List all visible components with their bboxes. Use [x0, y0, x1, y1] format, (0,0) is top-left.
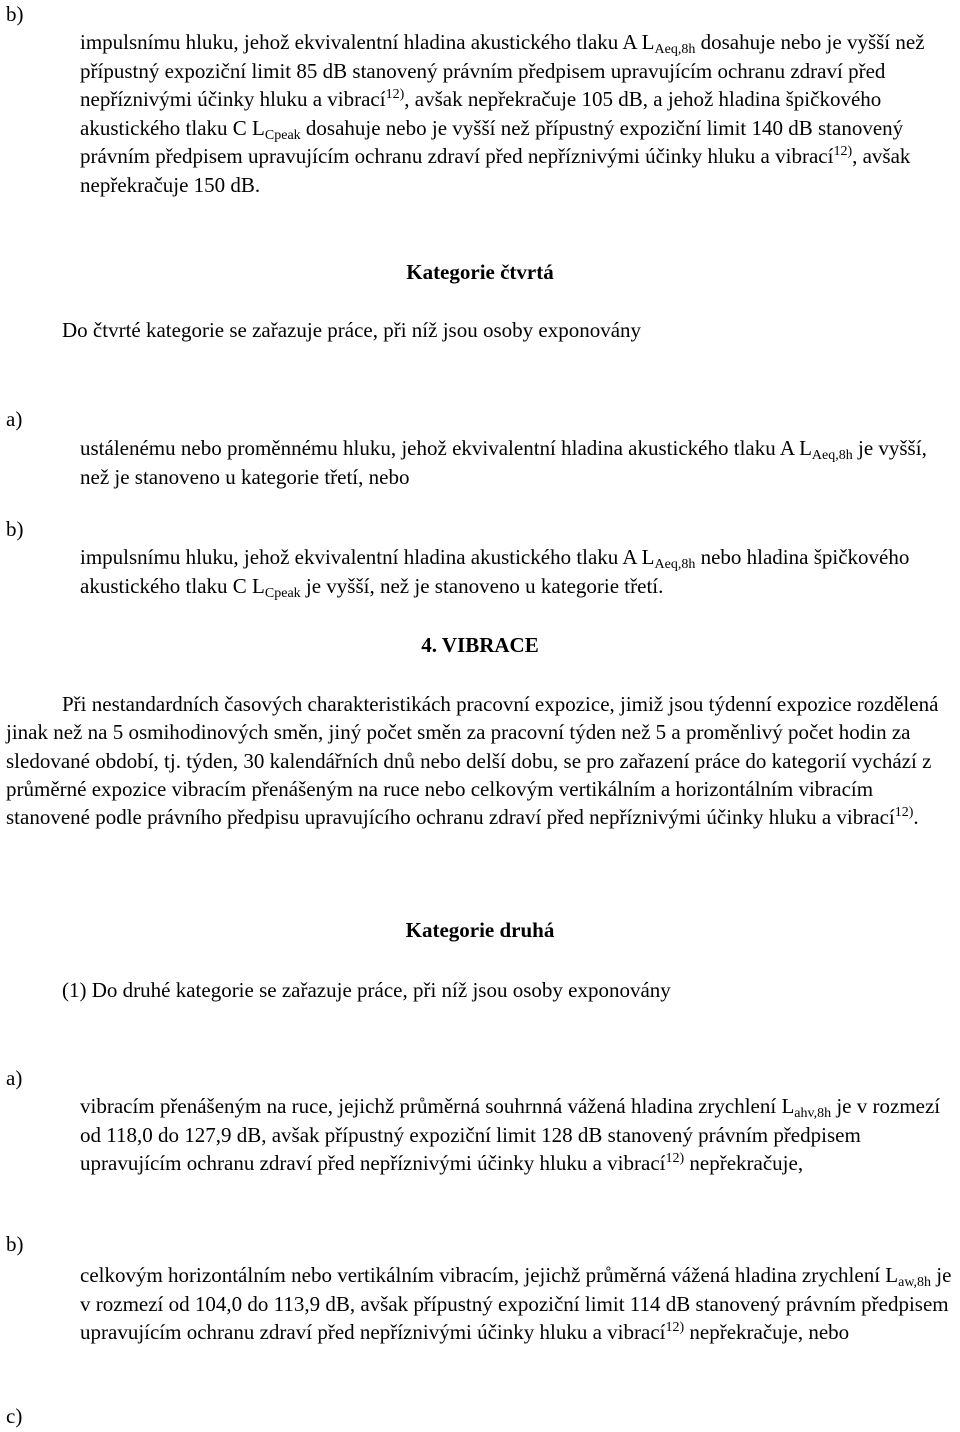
- text: nepřekračuje, nebo: [684, 1320, 850, 1344]
- list-marker-b-druha: b): [6, 1232, 24, 1256]
- list-marker-a: a): [6, 407, 23, 431]
- subscript: Cpeak: [264, 585, 301, 601]
- text: nebo hladina špičkového akustického tlaku C L: [80, 545, 910, 598]
- heading-vibrace: 4. VIBRACE: [421, 633, 539, 657]
- text: impulsnímu hluku, jehož ekvivalentní hladina akustického tlaku A L: [80, 545, 655, 569]
- list-marker-a-druha: a): [6, 1066, 23, 1090]
- subscript: Aeq,8h: [654, 557, 696, 572]
- text: ustálenému nebo proměnnému hluku, jehož ekvivalentní hladina akustického tlaku A L: [80, 436, 812, 460]
- footnote-ref: 12): [385, 87, 405, 102]
- subscript: Aeq,8h: [654, 42, 696, 57]
- paragraph-vibrace: [6, 690, 952, 831]
- list-item-b-druha: [80, 1261, 956, 1347]
- text: impulsnímu hluku, jehož ekvivalentní hladina akustického tlaku A L: [80, 30, 655, 54]
- footnote-ref: 12): [894, 805, 914, 821]
- text: je v rozmezí od 118,0 do 127,9 dB, avšak přípustný expoziční limit 128 dB stanovený právním předpisem upravujícím ochranu zdraví před nepříznivými účinky hluku a vibrací: [80, 1094, 941, 1175]
- text: je v rozmezí od 104,0 do 113,9 dB, avšak přípustný expoziční limit 114 dB stanovený právním předpisem upravujícím ochranu zdraví před nepříznivými účinky hluku a vibrací: [80, 1263, 952, 1344]
- list-item-a-druha: [80, 1092, 956, 1178]
- intro-kategorie-ctvrta: Do čtvrté kategorie se zařazuje práce, při níž jsou osoby exponovány: [62, 318, 642, 342]
- list-marker-c-druha: c): [6, 1404, 23, 1428]
- text: vibracím přenášeným na ruce, jejichž průměrná souhrnná vážená hladina zrychlení L: [80, 1094, 795, 1118]
- text: celkovým horizontálním nebo vertikálním vibracím, jejichž průměrná vážená hladina zrychlení L: [80, 1263, 899, 1287]
- list-marker-b: b): [6, 517, 24, 541]
- list-item-b-ctvrta: [80, 543, 956, 600]
- list-marker-b-top: b): [6, 2, 24, 26]
- heading-kategorie-ctvrta: Kategorie čtvrtá: [406, 260, 554, 284]
- subscript: Aeq,8h: [811, 448, 853, 463]
- subscript: Cpeak: [264, 127, 301, 143]
- text: dosahuje nebo je vyšší než přípustný expoziční limit 140 dB stanovený právním předpisem upravujícím ochranu zdraví před nepříznivými účinky hluku a vibrací: [80, 115, 904, 168]
- text: dosahuje nebo je vyšší než přípustný expoziční limit 85 dB stanovený právním předpisem upravujícím ochranu zdraví před nepříznivými účinky hluku a vibrací: [80, 30, 925, 111]
- heading-kategorie-druha: Kategorie druhá: [405, 918, 555, 942]
- text: .: [913, 805, 919, 830]
- subscript: aw,8h: [898, 1275, 932, 1290]
- list-item-a-ctvrta: [80, 434, 956, 491]
- text: je vyšší, než je stanoveno u kategorie třetí.: [300, 573, 664, 598]
- text: nepřekračuje,: [684, 1151, 804, 1175]
- footnote-ref: 12): [665, 1320, 685, 1335]
- text: je vyšší, než je stanoveno u kategorie třetí, nebo: [80, 436, 927, 489]
- text: Při nestandardních časových charakteristikách pracovní expozice, jimiž jsou týdenní expozice rozdělená jinak než na 5 osmihodinových směn, jiný počet směn za pracovní týden než 5 a proměnlivý počet hodin za sledované období, tj. týden, 30 kalendářních dnů nebo delší dobu, se pro zařazení práce do kategorií vychází z průměrné expozice vibracím přenášeným na ruce nebo celkovým vertikálním a horizontálním vibracím stanovené podle právního předpisu upravujícího ochranu zdraví před nepříznivými účinky hluku a vibrací: [6, 692, 939, 830]
- footnote-ref: 12): [665, 1151, 685, 1166]
- intro-kategorie-druha: (1) Do druhé kategorie se zařazuje práce, při níž jsou osoby exponovány: [62, 978, 671, 1002]
- text: , avšak nepřekračuje 150 dB.: [80, 144, 911, 197]
- list-item-b-top: [80, 28, 956, 199]
- subscript: ahv,8h: [794, 1106, 832, 1121]
- footnote-ref: 12): [833, 144, 853, 159]
- text: , avšak nepřekračuje 105 dB, a jehož hladina špičkového akustického tlaku C L: [80, 87, 882, 140]
